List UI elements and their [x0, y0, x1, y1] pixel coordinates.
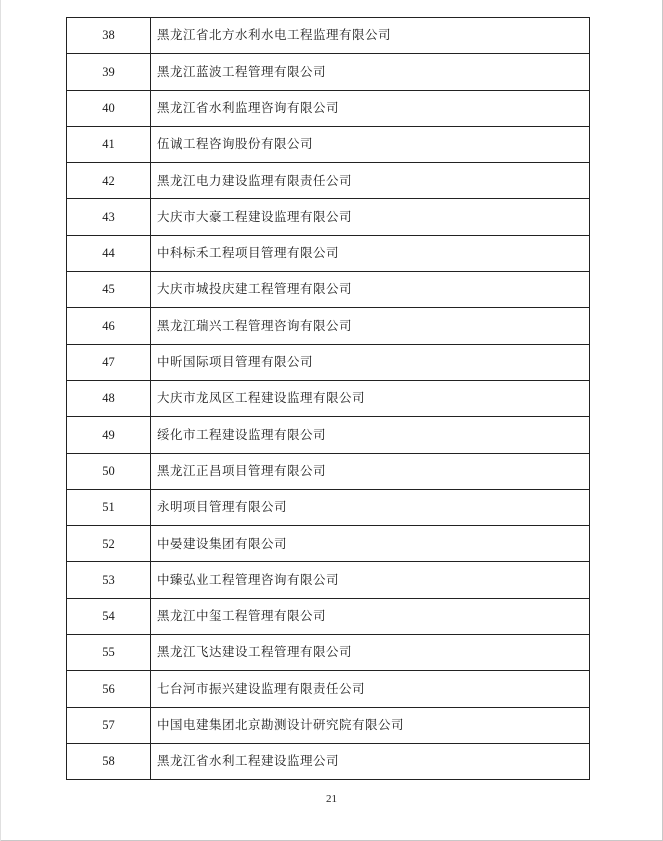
row-number-cell: 49	[67, 417, 151, 453]
table-row	[67, 671, 590, 707]
table-row	[67, 380, 590, 416]
row-number-cell: 57	[67, 707, 151, 743]
company-name-cell: 中科标禾工程项目管理有限公司	[151, 235, 590, 271]
row-number-cell: 38	[67, 18, 151, 54]
table-row	[67, 598, 590, 634]
table-row	[67, 90, 590, 126]
row-number-cell: 52	[67, 526, 151, 562]
company-name-cell: 大庆市城投庆建工程管理有限公司	[151, 272, 590, 308]
company-name-cell: 黑龙江飞达建设工程管理有限公司	[151, 635, 590, 671]
row-number-cell: 41	[67, 126, 151, 162]
company-name-cell: 大庆市龙凤区工程建设监理有限公司	[151, 380, 590, 416]
row-number-cell: 43	[67, 199, 151, 235]
company-name-cell: 绥化市工程建设监理有限公司	[151, 417, 590, 453]
company-name-cell: 中国电建集团北京勘测设计研究院有限公司	[151, 707, 590, 743]
company-name-cell: 中臻弘业工程管理咨询有限公司	[151, 562, 590, 598]
row-number-cell: 42	[67, 163, 151, 199]
row-number-cell: 46	[67, 308, 151, 344]
table-row	[67, 199, 590, 235]
company-name-cell: 中昕国际项目管理有限公司	[151, 344, 590, 380]
table-row	[67, 126, 590, 162]
table-row	[67, 163, 590, 199]
row-number-cell: 56	[67, 671, 151, 707]
table-row	[67, 272, 590, 308]
company-name-cell: 伍诚工程咨询股份有限公司	[151, 126, 590, 162]
table-row	[67, 417, 590, 453]
company-name-cell: 永明项目管理有限公司	[151, 489, 590, 525]
row-number-cell: 45	[67, 272, 151, 308]
table-row	[67, 743, 590, 779]
table-row	[67, 562, 590, 598]
company-name-cell: 黑龙江电力建设监理有限责任公司	[151, 163, 590, 199]
company-name-cell: 中晏建设集团有限公司	[151, 526, 590, 562]
company-name-cell: 黑龙江中玺工程管理有限公司	[151, 598, 590, 634]
row-number-cell: 51	[67, 489, 151, 525]
table-row	[67, 707, 590, 743]
table-row	[67, 235, 590, 271]
row-number-cell: 55	[67, 635, 151, 671]
row-number-cell: 48	[67, 380, 151, 416]
company-name-cell: 黑龙江省水利监理咨询有限公司	[151, 90, 590, 126]
row-number-cell: 47	[67, 344, 151, 380]
page-number: 21	[326, 793, 337, 805]
row-number-cell: 54	[67, 598, 151, 634]
company-name-cell: 七台河市振兴建设监理有限责任公司	[151, 671, 590, 707]
table-row	[67, 344, 590, 380]
company-name-cell: 黑龙江省北方水利水电工程监理有限公司	[151, 18, 590, 54]
company-name-cell: 黑龙江瑞兴工程管理咨询有限公司	[151, 308, 590, 344]
table-row	[67, 453, 590, 489]
company-name-cell: 黑龙江省水利工程建设监理公司	[151, 743, 590, 779]
row-number-cell: 50	[67, 453, 151, 489]
row-number-cell: 40	[67, 90, 151, 126]
company-list-table	[66, 17, 590, 780]
company-name-cell: 大庆市大豪工程建设监理有限公司	[151, 199, 590, 235]
company-name-cell: 黑龙江蓝波工程管理有限公司	[151, 54, 590, 90]
company-list-body	[67, 18, 590, 780]
table-row	[67, 308, 590, 344]
table-row	[67, 526, 590, 562]
table-row	[67, 54, 590, 90]
table-row	[67, 489, 590, 525]
company-name-cell: 黑龙江正昌项目管理有限公司	[151, 453, 590, 489]
page-left-edge	[0, 0, 1, 841]
row-number-cell: 58	[67, 743, 151, 779]
row-number-cell: 39	[67, 54, 151, 90]
table-row	[67, 18, 590, 54]
row-number-cell: 53	[67, 562, 151, 598]
row-number-cell: 44	[67, 235, 151, 271]
table-row	[67, 635, 590, 671]
